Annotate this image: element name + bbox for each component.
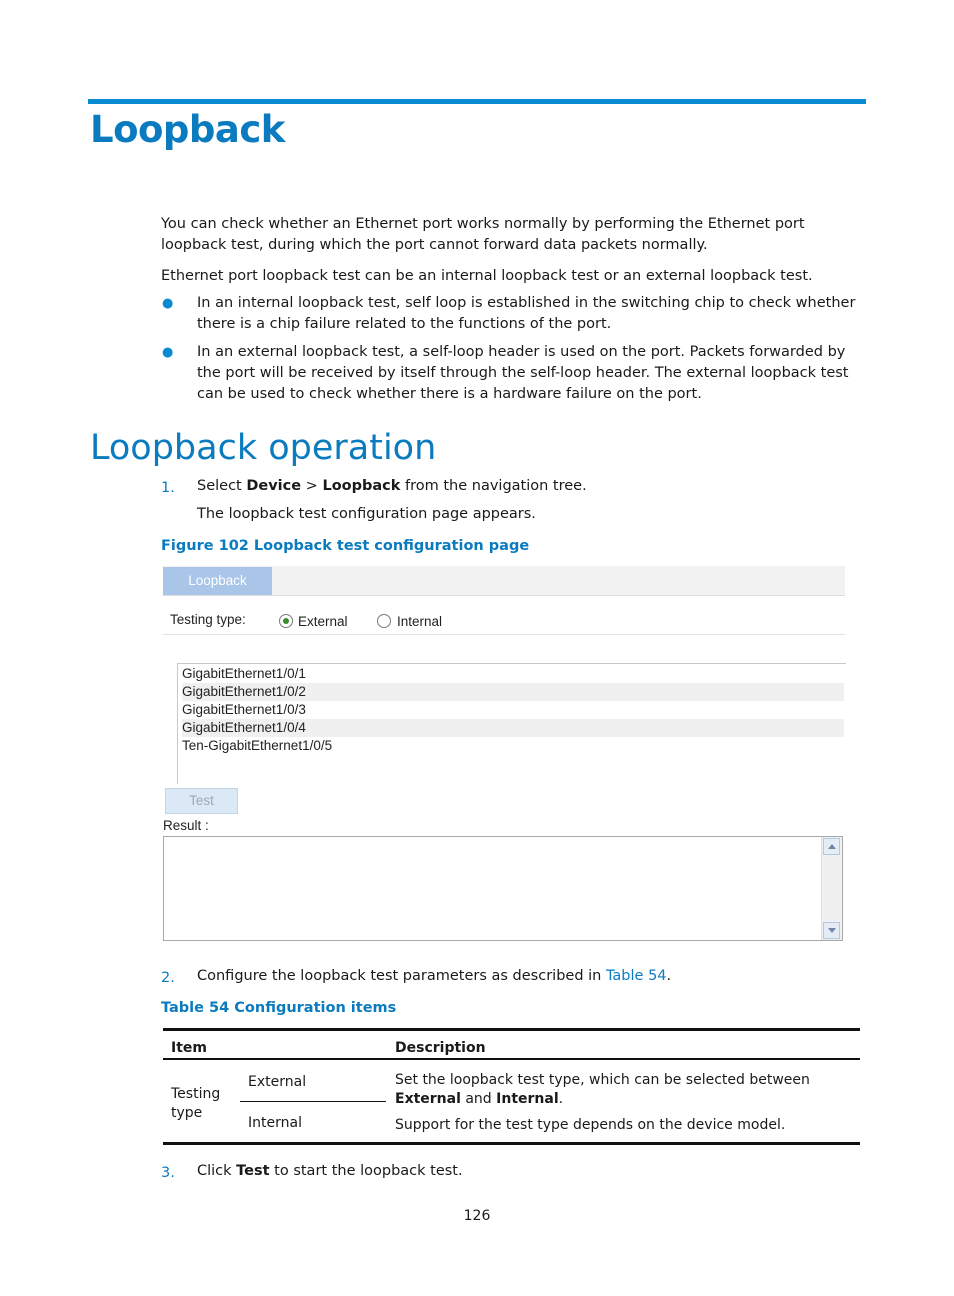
intro-paragraph-2: Ethernet port loopback test can be an internal loopback test or an external loopback test.	[161, 268, 813, 284]
scroll-down-button[interactable]	[823, 922, 840, 939]
arrow-down-icon	[828, 928, 836, 933]
scrollbar[interactable]	[821, 837, 842, 940]
list-item[interactable]: GigabitEthernet1/0/2	[182, 683, 844, 701]
scroll-up-button[interactable]	[823, 838, 840, 855]
chapter-rule	[88, 99, 866, 104]
table-header-item: Item	[171, 1040, 207, 1056]
section-title: Loopback operation	[90, 428, 437, 468]
step-2-text: Configure the loopback test parameters as described in Table 54.	[197, 968, 672, 984]
loopback-config-figure	[163, 566, 845, 944]
list-item[interactable]: GigabitEthernet1/0/3	[182, 702, 306, 717]
radio-external-label[interactable]: External	[298, 614, 348, 629]
list-item[interactable]: Ten-GigabitEthernet1/0/5	[182, 738, 333, 753]
table-cell-testing-type: Testing type	[171, 1086, 221, 1121]
table-top-rule	[163, 1028, 860, 1031]
table-cell-external: External	[248, 1074, 307, 1090]
step-number: 2.	[161, 970, 175, 986]
radio-internal[interactable]	[377, 614, 391, 628]
radio-internal-label[interactable]: Internal	[397, 614, 443, 629]
bullet-item-external: In an external loopback test, a self-loop header is used on the port. Packets forwarded by the port will be received by itself through the self-loop header. The external loopback test can be used to check whether there is a hardware failure on the port.	[197, 344, 849, 402]
result-label: Result :	[163, 818, 209, 833]
list-item[interactable]: GigabitEthernet1/0/1	[182, 666, 306, 681]
table-54-link[interactable]: Table 54	[605, 968, 667, 984]
table-bottom-rule	[163, 1142, 860, 1145]
list-item[interactable]: GigabitEthernet1/0/4	[182, 719, 844, 737]
bullet-icon: ●	[162, 345, 174, 360]
bullet-item-internal: In an internal loopback test, self loop is established in the switching chip to check whether there is a chip failure related to the functions of the port.	[197, 295, 856, 332]
step-3-text: Click Test to start the loopback test.	[197, 1163, 463, 1179]
step-number: 1.	[161, 480, 175, 496]
intro-paragraph-1: You can check whether an Ethernet port works normally by performing the Ethernet port loopback test, during which the port cannot forward data packets normally.	[161, 216, 805, 253]
table-cell-internal: Internal	[248, 1115, 302, 1131]
figure-caption: Figure 102 Loopback test configuration page	[161, 538, 530, 554]
table-header-description: Description	[395, 1040, 486, 1056]
tab-loopback[interactable]: Loopback	[163, 567, 272, 595]
bullet-icon: ●	[162, 296, 174, 311]
step-number: 3.	[161, 1165, 175, 1181]
table-cell-description: Set the loopback test type, which can be selected between External and Internal.	[395, 1072, 810, 1107]
table-caption: Table 54 Configuration items	[161, 1000, 397, 1016]
step-1-text: Select Device > Loopback from the navigation tree.	[197, 478, 587, 494]
arrow-up-icon	[828, 844, 836, 849]
test-button[interactable]: Test	[165, 788, 238, 814]
radio-external[interactable]	[279, 614, 293, 628]
result-textarea[interactable]	[163, 836, 843, 941]
table-inner-rule	[240, 1101, 386, 1102]
table-cell-description-note: Support for the test type depends on the device model.	[395, 1117, 786, 1133]
step-1-note: The loopback test configuration page appears.	[197, 506, 536, 522]
tab-bar	[163, 566, 845, 596]
chapter-title: Loopback	[90, 108, 285, 151]
page-number: 126	[463, 1208, 491, 1224]
testing-type-row	[163, 606, 845, 635]
table-header-rule	[163, 1058, 860, 1060]
port-list[interactable]	[177, 663, 846, 784]
testing-type-label: Testing type:	[170, 612, 246, 627]
